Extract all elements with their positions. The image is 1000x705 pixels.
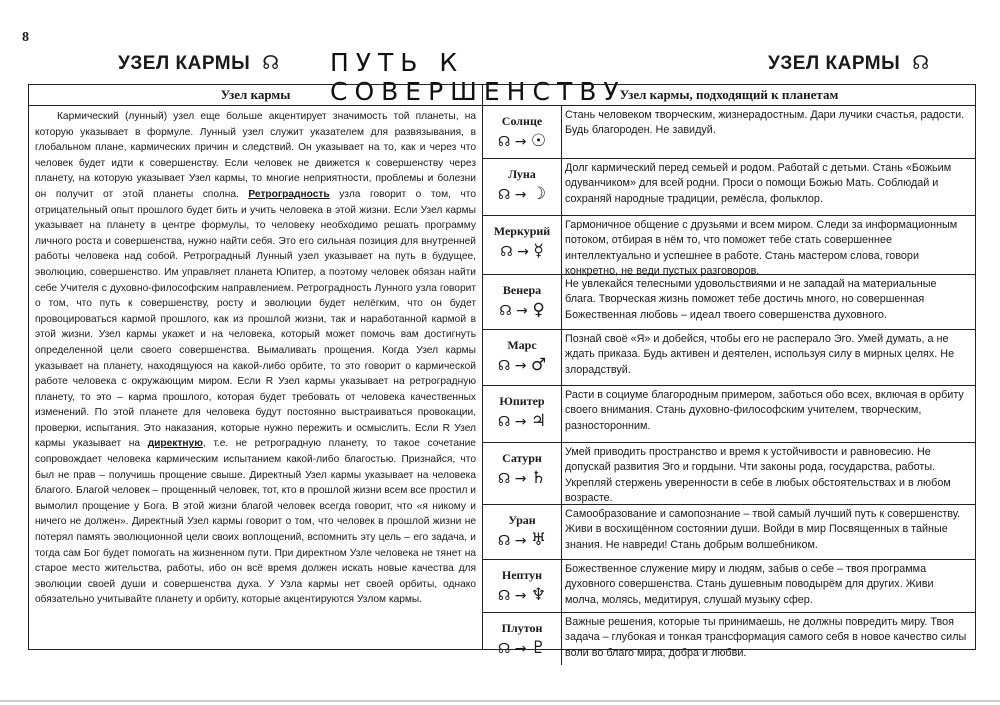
saturn-icon: ♄ <box>530 468 547 488</box>
planet-row-venus: Венера ☊ → ♀ Не увлекайся телесными удовольствиями и не западай на материальные блага. Творческая жизнь поможет тебе достичь много, но совершенная Божественная любовь – идеал твоего совершенства духовного. <box>483 275 975 330</box>
neptune-icon: ♆ <box>530 585 547 605</box>
planet-description: Божественное служение миру и людям, забыв о себе – твоя программа духовного совершенства. Стань душевным поводырём для других. Живи молча, молясь, медитируя, слушай музыку сфер. <box>565 563 934 606</box>
planet-row-jupiter: Юпитер ☊ → ♃ Расти в социуме благородным примером, заботься обо всех, включая в орбиту своего внимания. Стань духовно-философским учителем, творческим, разносторонним. <box>483 386 975 443</box>
left-column-text: Кармический (лунный) узел еще больше акцентирует значимость той планеты, на которую указывает в формуле. Лунный узел служит указателем для развязывания, в глобальном плане, кармических причин и следствий. Он указывает на то, как и через что человек будет идти к совершенству. Если человек не движется к совершенству через планету, на которую указывает Узел кармы, то многие неприятности, проблемы и болезни он получит от этой планеты сполна. Ретроградность узла говорит о том, что отрицательный опыт прошлого будет бить и учить человека в этой жизни. Если Узел кармы указывает на планету в центре формулы, то человеку необходимо решать программу личного роста и совершенства, нужно найти себя. Это его сильная позиция для внутренней работы человека над собой. Ретроградный Лунный узел указывает на путь в будущее, эволюцию, совершенство. Им управляет планета Юпитер, а поэтому человек обязан найти себе Учителя с духовно-философским направлением. Ретроградность Лунного узла говорит о том, что путь к совершенству, росту и эволюции будет нелёгким, что он будет провоцироваться кармой прошлого, как из прошлой жизни, так и наработанной кармой в этой жизни. Узел кармы укажет и на человека, который может помочь вам достигнуть определенной цели своего совершенства. Вымаливать прощения. Когда Узел кармы указывает на планету, находящуюся на какой-либо орбите, то это говорит о кармической работе человека с окружающим миром. Если R Узел кармы указывает на ретроградную планету, то это – карма прошлого, которая будет требовать от человека качественных изменений. По этой планете для человека будут постоянно выстраиваться провокации, проверки, испытания. Это наказания, которые нужно пережить и осмыслить. Если R Узел кармы указывает на директную, т.е. не ретроградную планету, то такое сочетание сопровождает человека кармическим испытанием какой-либо благостью. Признайся, что был не прав – получишь прощение свыше. Директный Узел кармы указывает на человека благого. Благой человек – прощенный человек, тот, кто в прошлой жизни всем все простил и вымолил прощение у Бога. В этой жизни благой человек всегда говорит, что «я никому и ничего не должен». Директный Узел кармы говорит о том, что человек в прошлой жизни не потерял память эволюционной цели своих воплощений, вспомнить эту цель – его задача, и тогда сам Бог будет помогать на жизненном пути. При директном Узле человека не тянет на старое место жительства, работы, ибо он всё время должен искать новые качества для эволюции своей души и совершенства духа. У Узла кармы нет своей орбиты, однако обязательно учитывайте планету и орбиту, которые акцентируются Узлом кармы. <box>35 111 476 606</box>
arrow-icon: → <box>514 134 527 150</box>
arrow-icon: → <box>514 414 527 430</box>
left-column-heading: Узел кармы <box>29 85 482 106</box>
left-column <box>29 85 483 649</box>
bottom-divider <box>0 700 1000 702</box>
arrow-icon: → <box>514 641 527 657</box>
venus-icon: ♀ <box>532 300 545 320</box>
node-icon: ☊ <box>500 244 513 260</box>
right-column <box>483 85 975 659</box>
planet-description: Стань человеком творческим, жизнерадостным. Дари лучики счастья, радости. Будь благороден. Не завидуй. <box>565 109 965 137</box>
planet-description: Долг кармический перед семьей и родом. Работай с детьми. Стань «Божьим одуванчиком» для всей родни. Проси о помощи Божью Мать. Соблюдай и сохраняй народные традиции, ремёсла, фольклор. <box>565 162 952 205</box>
node-icon: ☊ <box>497 358 511 374</box>
planet-row-saturn: Сатурн ☊ → ♄ Умей приводить пространство и время к устойчивости и равновесию. Не допускай развития Эго и гордыни. Чти законы рода, государства, работы. Укрепляй стержень уверенности в себе в любых обстоятельствах и в любом возрасте. <box>483 443 975 505</box>
sun-icon: ☉ <box>530 131 547 151</box>
arrow-icon: → <box>517 244 529 260</box>
planet-row-pluto: Плутон ☊ → ♇ Важные решения, которые ты принимаешь, не должны повредить миру. Твоя задача – глубокая и тонкая трансформация самого себя в новое качество силы воли во благо мира, добра и любви. <box>483 613 975 665</box>
planet-row-moon: Луна ☊ → ☽ Долг кармический перед семьей и родом. Работай с детьми. Стань «Божьим одуванчиком» для всей родни. Проси о помощи Божью Мать. Соблюдай и сохраняй народные традиции, ремёсла, фольклор. <box>483 159 975 216</box>
arrow-icon: → <box>514 358 527 374</box>
planet-row-sun: Солнце ☊ → ☉ Стань человеком творческим, жизнерадостным. Дари лучики счастья, радости. Будь благороден. Не завидуй. <box>483 106 975 159</box>
arrow-icon: → <box>514 471 527 487</box>
node-icon: ☊ <box>497 471 511 487</box>
mars-icon: ♂ <box>530 355 547 375</box>
right-column-heading: Узел кармы, подходящий к планетам <box>483 85 975 106</box>
mercury-icon: ☿ <box>533 241 544 261</box>
header-right-title: УЗЕЛ КАРМЫ ☊ <box>768 52 930 74</box>
content-table <box>28 84 976 659</box>
node-icon: ☊ <box>497 134 511 150</box>
node-icon: ☊ <box>262 52 280 74</box>
planet-description: Познай своё «Я» и добейся, чтобы его не расперало Эго. Умей думать, а не ждать приказа. Будь активен и деятелен, используя силу в мирных целях. Не злорадствуй. <box>565 333 955 376</box>
planet-description: Расти в социуме благородным примером, заботься обо всех, включая в орбиту своего внимания. Стань духовно-философским учителем, творческим, разносторонним. <box>565 389 964 432</box>
moon-icon: ☽ <box>530 184 547 204</box>
arrow-icon: → <box>514 588 527 604</box>
planet-description: Самообразование и самопознание – твой самый лучший путь к совершенству. Живи в восхищённом состоянии души. Войди в мир Посвященных в тайные знания. Не навреди! Стань добрым волшебником. <box>565 508 961 551</box>
arrow-icon: → <box>516 303 528 319</box>
node-icon: ☊ <box>912 52 930 74</box>
direct-term: директную <box>147 438 203 450</box>
planet-row-neptune: Нептун ☊ → ♆ Божественное служение миру и людям, забыв о себе – твоя программа духовного совершенства. Стань душевным поводырём для других. Живи молча, молясь, медитируя, слушай музыку сфер. <box>483 560 975 613</box>
page-number: 8 <box>22 30 29 45</box>
header-left-title: УЗЕЛ КАРМЫ ☊ <box>118 52 280 74</box>
node-icon: ☊ <box>497 187 511 203</box>
planet-row-mercury: Меркурий ☊ → ☿ Гармоничное общение с друзьями и всем миром. Следи за информационным потоком, отбирая в нём то, что поможет тебе стать совершеннее интеллектуально и успешнее в работе. Стань мастером слова, говори конкретно, не веди пустых разговоров. <box>483 216 975 275</box>
planet-description: Важные решения, которые ты принимаешь, не должны повредить миру. Твоя задача – глубокая и тонкая трансформация самого себя в новое качество силы воли во благо мира, добра и любви. <box>565 616 967 659</box>
arrow-icon: → <box>514 187 527 203</box>
header-center-title: ПУТЬ К СОВЕРШЕНСТВУ <box>330 48 626 106</box>
planet-description: Умей приводить пространство и время к устойчивости и равновесию. Не допускай развития Эго и гордыни. Чти законы рода, государства, работы. Укрепляй стержень уверенности в себе в любых обстоятельствах и в любом возрасте. <box>565 446 951 505</box>
retro-term: Ретроградность <box>248 188 330 200</box>
node-icon: ☊ <box>497 533 511 549</box>
uranus-icon: ♅ <box>530 530 547 550</box>
node-icon: ☊ <box>499 303 512 319</box>
planet-description: Не увлекайся телесными удовольствиями и не западай на материальные блага. Творческая жизнь поможет тебе достичь много, но совершенная Божественная любовь – идеал твоего совершенства духовного. <box>565 278 937 321</box>
planet-row-mars: Марс ☊ → ♂ Познай своё «Я» и добейся, чтобы его не расперало Эго. Умей думать, а не ждать приказа. Будь активен и деятелен, используя силу в мирных целях. Не злорадствуй. <box>483 330 975 386</box>
node-icon: ☊ <box>497 641 511 657</box>
node-icon: ☊ <box>497 588 511 604</box>
planet-row-uranus: Уран ☊ → ♅ Самообразование и самопознание – твой самый лучший путь к совершенству. Живи в восхищённом состоянии души. Войди в мир Посвященных в тайные знания. Не навреди! Стань добрым волшебником. <box>483 505 975 560</box>
node-icon: ☊ <box>497 414 511 430</box>
arrow-icon: → <box>514 533 527 549</box>
planet-description: Гармоничное общение с друзьями и всем миром. Следи за информационным потоком, отбирая в нём то, что поможет тебе стать совершеннее интеллектуально и успешнее в работе. Стань мастером слова, говори конкретно, не веди пустых разговоров. <box>565 219 958 278</box>
jupiter-icon: ♃ <box>530 411 547 431</box>
pluto-icon: ♇ <box>530 638 547 658</box>
